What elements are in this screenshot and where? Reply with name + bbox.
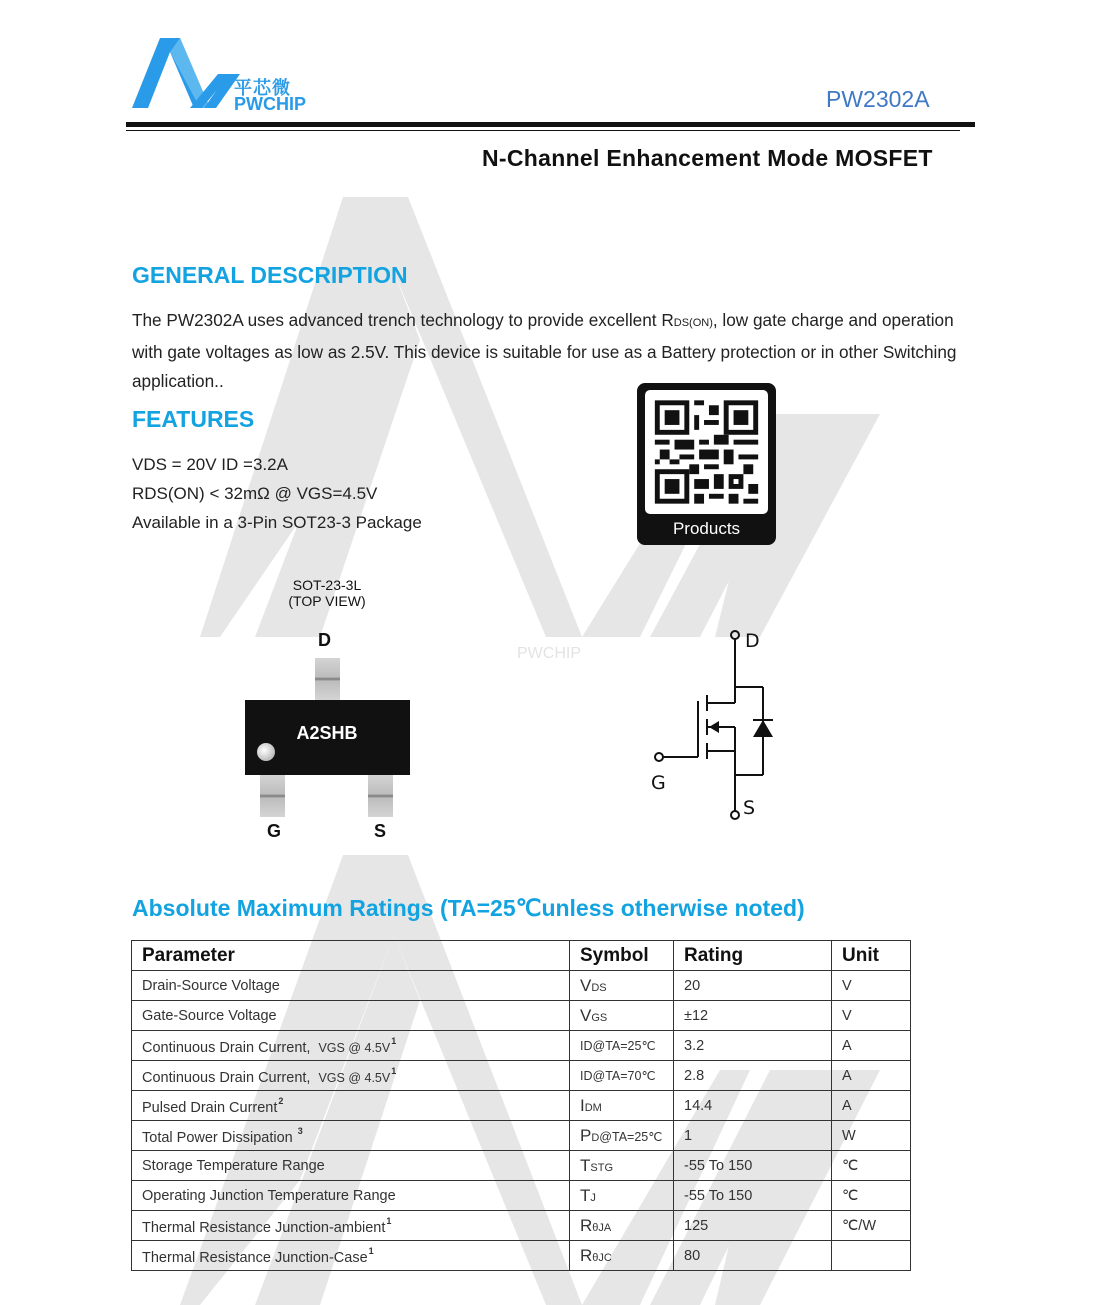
qr-pattern-icon (645, 390, 768, 514)
footnote-marker: 2 (278, 1095, 284, 1106)
rating-cell: -55 To 150 (674, 1151, 832, 1181)
unit-cell: A (832, 1091, 911, 1121)
qr-code-image (645, 390, 768, 514)
footnote-marker: 1 (368, 1245, 374, 1256)
symbol-cell: TJ (570, 1181, 674, 1211)
column-header-parameter: Parameter (132, 941, 570, 971)
rating-cell: 14.4 (674, 1091, 832, 1121)
footnote-marker: 1 (386, 1215, 392, 1226)
table-header-row (132, 941, 911, 971)
header-rule-thick (126, 122, 975, 127)
table-row (132, 1121, 911, 1151)
table-row (132, 1001, 911, 1031)
ratings-table (131, 940, 911, 1271)
features-list (132, 450, 422, 537)
column-header-unit: Unit (832, 941, 911, 971)
symbol-cell: RθJA (570, 1211, 674, 1241)
table-row (132, 1211, 911, 1241)
unit-cell: ℃/W (832, 1211, 911, 1241)
unit-cell (832, 1241, 911, 1271)
footnote-marker: 3 (297, 1125, 303, 1136)
symbol-cell: PD@TA=25℃ (570, 1121, 674, 1151)
column-header-symbol: Symbol (570, 941, 674, 971)
table-row (132, 1181, 911, 1211)
n-mosfet-symbol-icon (645, 625, 795, 825)
pin-label-gate: G (267, 821, 282, 841)
parameter-cell: Drain-Source Voltage (132, 971, 570, 1001)
feature-item: RDS(ON) < 32mΩ @ VGS=4.5V (132, 484, 378, 503)
unit-cell: ℃ (832, 1151, 911, 1181)
column-header-rating: Rating (674, 941, 832, 971)
mosfet-schematic (645, 625, 795, 825)
rating-cell: 125 (674, 1211, 832, 1241)
logo-english-text: PWCHIP (234, 94, 306, 114)
table-row (132, 1241, 911, 1271)
parameter-cell: Continuous Drain Current, VGS @ 4.5V$^1$ (132, 1031, 570, 1061)
parameter-cell: Thermal Resistance Junction-Case$^1$ (132, 1241, 570, 1271)
table-row (132, 1091, 911, 1121)
feature-item: Available in a 3-Pin SOT23-3 Package (132, 513, 422, 532)
parameter-cell: Continuous Drain Current, VGS @ 4.5V$^1$ (132, 1061, 570, 1091)
logo-mark-icon (130, 36, 240, 116)
rating-cell: 80 (674, 1241, 832, 1271)
general-description-text: The PW2302A uses advanced trench technology to provide excellent RDS(ON), low gate charge and operation with gate voltages as low as 2.5V. This device is suitable for use as a Battery protection or in other Switching application.. (132, 310, 957, 391)
table-row (132, 971, 911, 1001)
symbol-cell: VDS (570, 971, 674, 1001)
parameter-cell: Thermal Resistance Junction-ambient$^1$ (132, 1211, 570, 1241)
pwchip-logo (130, 36, 330, 116)
symbol-cell: VGS (570, 1001, 674, 1031)
qr-caption: Products (672, 519, 741, 538)
parameter-cell: Pulsed Drain Current$^2$ (132, 1091, 570, 1121)
table-row (132, 1061, 911, 1091)
symbol-cell: ID@TA=70℃ (570, 1061, 674, 1091)
package-body-icon (240, 656, 415, 846)
condition-text: VGS @ 4.5V (318, 1040, 391, 1055)
parameter-cell: Operating Junction Temperature Range (132, 1181, 570, 1211)
rating-cell: -55 To 150 (674, 1181, 832, 1211)
pin-label-drain: D (318, 630, 331, 650)
rating-cell: 20 (674, 971, 832, 1001)
symbol-cell: IDM (570, 1091, 674, 1121)
sot23-package-drawing (240, 628, 415, 843)
rds-symbol: RDS(ON) (661, 310, 713, 330)
condition-text: VGS @ 4.5V (318, 1070, 391, 1085)
package-title: SOT-23-3L (TOP VIEW) (288, 577, 366, 609)
schematic-source-label: S (743, 797, 756, 819)
products-qr-code[interactable] (637, 383, 776, 545)
pin-label-source: S (374, 821, 387, 841)
logo-chinese-text: 平芯微 (234, 78, 291, 99)
rating-cell: 2.8 (674, 1061, 832, 1091)
unit-cell: V (832, 971, 911, 1001)
parameter-cell: Storage Temperature Range (132, 1151, 570, 1181)
rating-cell: ±12 (674, 1001, 832, 1031)
general-description-heading: GENERAL DESCRIPTION (132, 262, 408, 288)
ratings-heading: Absolute Maximum Ratings (TA=25℃unless otherwise noted) (132, 895, 805, 921)
features-heading: FEATURES (132, 406, 255, 432)
footnote-marker: 1 (391, 1035, 397, 1046)
schematic-gate-label: G (651, 772, 666, 794)
watermark-text: PWCHIP (517, 645, 581, 662)
table-row (132, 1151, 911, 1181)
header-rule-thin (126, 130, 960, 131)
feature-item: VDS = 20V ID =3.2A (132, 455, 288, 474)
rating-cell: 3.2 (674, 1031, 832, 1061)
unit-cell: A (832, 1031, 911, 1061)
parameter-cell: Gate-Source Voltage (132, 1001, 570, 1031)
document-subtitle: N-Channel Enhancement Mode MOSFET (482, 145, 933, 171)
unit-cell: ℃ (832, 1181, 911, 1211)
unit-cell: W (832, 1121, 911, 1151)
unit-cell: A (832, 1061, 911, 1091)
package-marking: A2SHB (296, 723, 358, 743)
symbol-cell: RθJC (570, 1241, 674, 1271)
parameter-cell: Total Power Dissipation $^3$ (132, 1121, 570, 1151)
unit-cell: V (832, 1001, 911, 1031)
symbol-cell: ID@TA=25℃ (570, 1031, 674, 1061)
part-number: PW2302A (826, 86, 930, 112)
rating-cell: 1 (674, 1121, 832, 1151)
symbol-cell: TSTG (570, 1151, 674, 1181)
table-row (132, 1031, 911, 1061)
footnote-marker: 1 (391, 1065, 397, 1076)
schematic-drain-label: D (745, 630, 760, 652)
